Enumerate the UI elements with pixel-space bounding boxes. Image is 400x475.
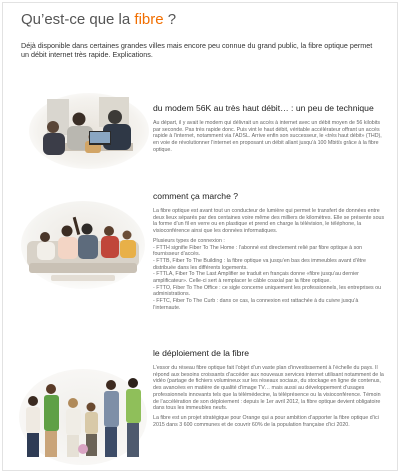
section-heading: le déploiement de la fibre	[153, 348, 250, 358]
section-heading: comment ça marche ?	[153, 191, 239, 201]
title-accent: fibre	[134, 11, 164, 28]
page-title	[21, 11, 176, 28]
section-paragraph: - FTTB, Fiber To The Building : la fibre optique va jusqu’en bas des immeubles avant d’être distribuée dans les différents logements.	[153, 257, 366, 271]
section-technique	[153, 103, 385, 157]
section-paragraph: Plusieurs types de connexion :	[153, 237, 225, 244]
section-heading: du modem 56K au très haut débit… : un peu de technique	[153, 103, 374, 113]
section-paragraph: La fibre est un projet stratégique pour Orange qui a pour ambition d’apporter la fibre optique d’ici 2015 dans 3 600 communes et de couvrir 60% de la population française d’ici 2020.	[153, 414, 379, 428]
section-deploiement	[153, 348, 385, 431]
article-page	[2, 2, 398, 471]
intro-text: Déjà disponible dans certaines grandes villes mais encore peu connue du grand public, la fibre optique permet un débit internet très rapide. Explications.	[21, 41, 373, 59]
title-prefix: Qu’est-ce que la	[21, 11, 135, 28]
section-fonctionnement	[153, 191, 385, 315]
family-sofa-photo	[21, 201, 145, 293]
section-paragraph: - FTTLA, Fiber To The Last Amplifier se traduit en français donne «fibre jusqu’au dernier amplificateur». Celle-ci sert à remplacer le câble coaxial par la fibre optique.	[153, 271, 359, 285]
section-paragraph: - FFTC, Fiber To The Curb : dans ce cas, la connexion est rattachée à du cuivre jusqu’à l’internaute.	[153, 298, 359, 311]
section-paragraph: La fibre optique est avant tout un conducteur de lumière qui permet le transfert de données entre deux lieux séparés par des centaines voire même des milliers de kilomètres. Elle se présente sous la forme d’un fil en verre ou en plastique et prend en charge la télévision, le téléphone, la visioconférence ainsi que les données informatiques.	[153, 208, 385, 235]
group-standing-photo	[19, 363, 147, 465]
section-paragraph: - FTTH signifie Fiber To The Home : l’abonné est directement relié par fibre optique à son fournisseur d’accès.	[153, 244, 363, 258]
title-suffix: ?	[163, 11, 177, 28]
family-laptop-photo	[29, 91, 149, 169]
section-paragraph: - FTTO, Fiber To The Office : ce sigle concerne uniquement les professionnels, les entreprises ou administrations.	[153, 284, 382, 298]
section-paragraph: L’essor du réseau fibre optique fait l’objet d’un vaste plan d’investissement à l’échelle du pays. Il répond aux besoins croissants d’accéder aux nouveaux services internet utilisant notamment de la vidéo (partage de fichiers volumineux sur les réseaux sociaux, du stockage en ligne de contenus, des avancées en matière de qualité d’image TV… mais aussi au développement d’usages professionnels innovants tels que la télémédecine, la téléprésence ou la visioconférence. Témoin de l’accélération de son déploiement : depuis le 1er avril 2012, la fibre optique devient obligatoire dans tous les immeubles neufs.	[153, 365, 384, 412]
section-paragraph: Au départ, il y avait le modem qui délivrait un accès à internet avec un débit moyen de 56 kilobits par seconde. Pas très rapide donc. Puis vint le haut débit, véritable accélérateur offrant un accès rapide à l’internet, notamment via l’ADSL. Arrive enfin son successeur, le «très haut débit» (THD), en voie de révolutionner l’internet en proposant un débit allant jusqu’à 100 Mbit/s grâce à la fibre optique.	[153, 120, 382, 153]
